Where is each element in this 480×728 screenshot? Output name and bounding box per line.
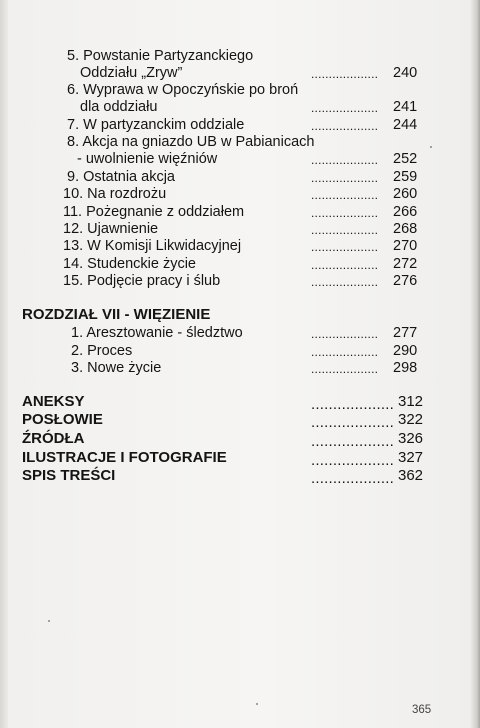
toc-entry-dots: ................... — [311, 240, 379, 254]
toc-entry-label: 5. Powstanie Partyzanckiego — [67, 48, 254, 64]
toc-entry-dots: ................... — [311, 223, 379, 237]
section-label: SPIS TREŚCI — [22, 467, 116, 484]
toc-entry-page: 240 — [393, 65, 418, 81]
toc-entry-dots: ................... — [311, 171, 379, 185]
toc-entry-label: 10. Na rozdrożu — [63, 186, 167, 202]
toc-entry-page: 244 — [393, 117, 418, 133]
toc-entry-dots: ................... — [311, 275, 379, 289]
toc-entry-page: 270 — [393, 238, 418, 254]
toc-entry-page: 268 — [393, 221, 418, 237]
toc-entry-label: 7. W partyzanckim oddziale — [67, 117, 245, 133]
toc-entry-dots: ................... — [311, 119, 379, 133]
section-page: 322 — [398, 411, 424, 428]
toc-entry-label: dla oddziału — [80, 99, 158, 115]
section-label: ILUSTRACJE I FOTOGRAFIE — [22, 449, 227, 466]
toc-entry-page: 260 — [393, 186, 418, 202]
section-label: ANEKSY — [22, 393, 85, 410]
toc-entry-dots: ................... — [311, 67, 379, 81]
scan-speck — [48, 620, 50, 622]
section-dots: ................... — [311, 470, 394, 487]
toc-entry-page: 272 — [393, 256, 418, 272]
section-dots: ................... — [311, 452, 394, 469]
toc-entry-dots: ................... — [311, 206, 379, 220]
toc-entry-page: 259 — [393, 169, 418, 185]
section-dots: ................... — [311, 414, 394, 431]
toc-entry-label: 11. Pożegnanie z oddziałem — [63, 204, 245, 220]
scan-speck — [256, 703, 258, 705]
section-label: ŹRÓDŁA — [22, 430, 85, 447]
toc-entry-dots: ................... — [311, 101, 379, 115]
toc-entry-label: 12. Ujawnienie — [63, 221, 159, 237]
toc-entry-page: 252 — [393, 151, 418, 167]
toc-entry-dots: ................... — [311, 153, 379, 167]
toc-entry-dots: ................... — [311, 258, 379, 272]
section-page: 362 — [398, 467, 424, 484]
toc-entry-page: 290 — [393, 343, 418, 359]
toc-entry-label: 1. Aresztowanie - śledztwo — [71, 325, 243, 341]
toc-entry-label: Oddziału „Zryw” — [80, 65, 183, 81]
section-page: 312 — [398, 393, 424, 410]
toc-entry-page: 266 — [393, 204, 418, 220]
toc-entry-label: 3. Nowe życie — [71, 360, 162, 376]
toc-entry-page: 241 — [393, 99, 418, 115]
section-page: 327 — [398, 449, 424, 466]
toc-entry-label: - uwolnienie więźniów — [77, 151, 218, 167]
toc-entry-label: 8. Akcja na gniazdo UB w Pabianicach — [67, 134, 315, 150]
toc-entry-label: 2. Proces — [71, 343, 133, 359]
toc-entry-label: 6. Wyprawa w Opoczyńskie po broń — [67, 82, 299, 98]
toc-entry-label: 14. Studenckie życie — [63, 256, 196, 272]
toc-entry-page: 276 — [393, 273, 418, 289]
toc-entry-page: 277 — [393, 325, 418, 341]
section-dots: ................... — [311, 433, 394, 450]
page-left-edge — [0, 0, 8, 728]
toc-entry-label: 15. Podjęcie pracy i ślub — [63, 273, 221, 289]
scan-speck — [430, 146, 432, 148]
section-label: POSŁOWIE — [22, 411, 103, 428]
toc-entry-label: 9. Ostatnia akcja — [67, 169, 175, 185]
toc-entry-label: 13. W Komisji Likwidacyjnej — [63, 238, 242, 254]
toc-entry-page: 298 — [393, 360, 418, 376]
toc-entry-dots: ................... — [311, 362, 379, 376]
page-right-edge — [470, 0, 480, 728]
section-dots: ................... — [311, 396, 394, 413]
section-page: 326 — [398, 430, 424, 447]
chapter-heading: ROZDZIAŁ VII - WIĘZIENIE — [22, 306, 211, 323]
toc-entry-dots: ................... — [311, 345, 379, 359]
toc-entry-dots: ................... — [311, 327, 379, 341]
page-number: 365 — [412, 704, 432, 716]
toc-entry-dots: ................... — [311, 188, 379, 202]
